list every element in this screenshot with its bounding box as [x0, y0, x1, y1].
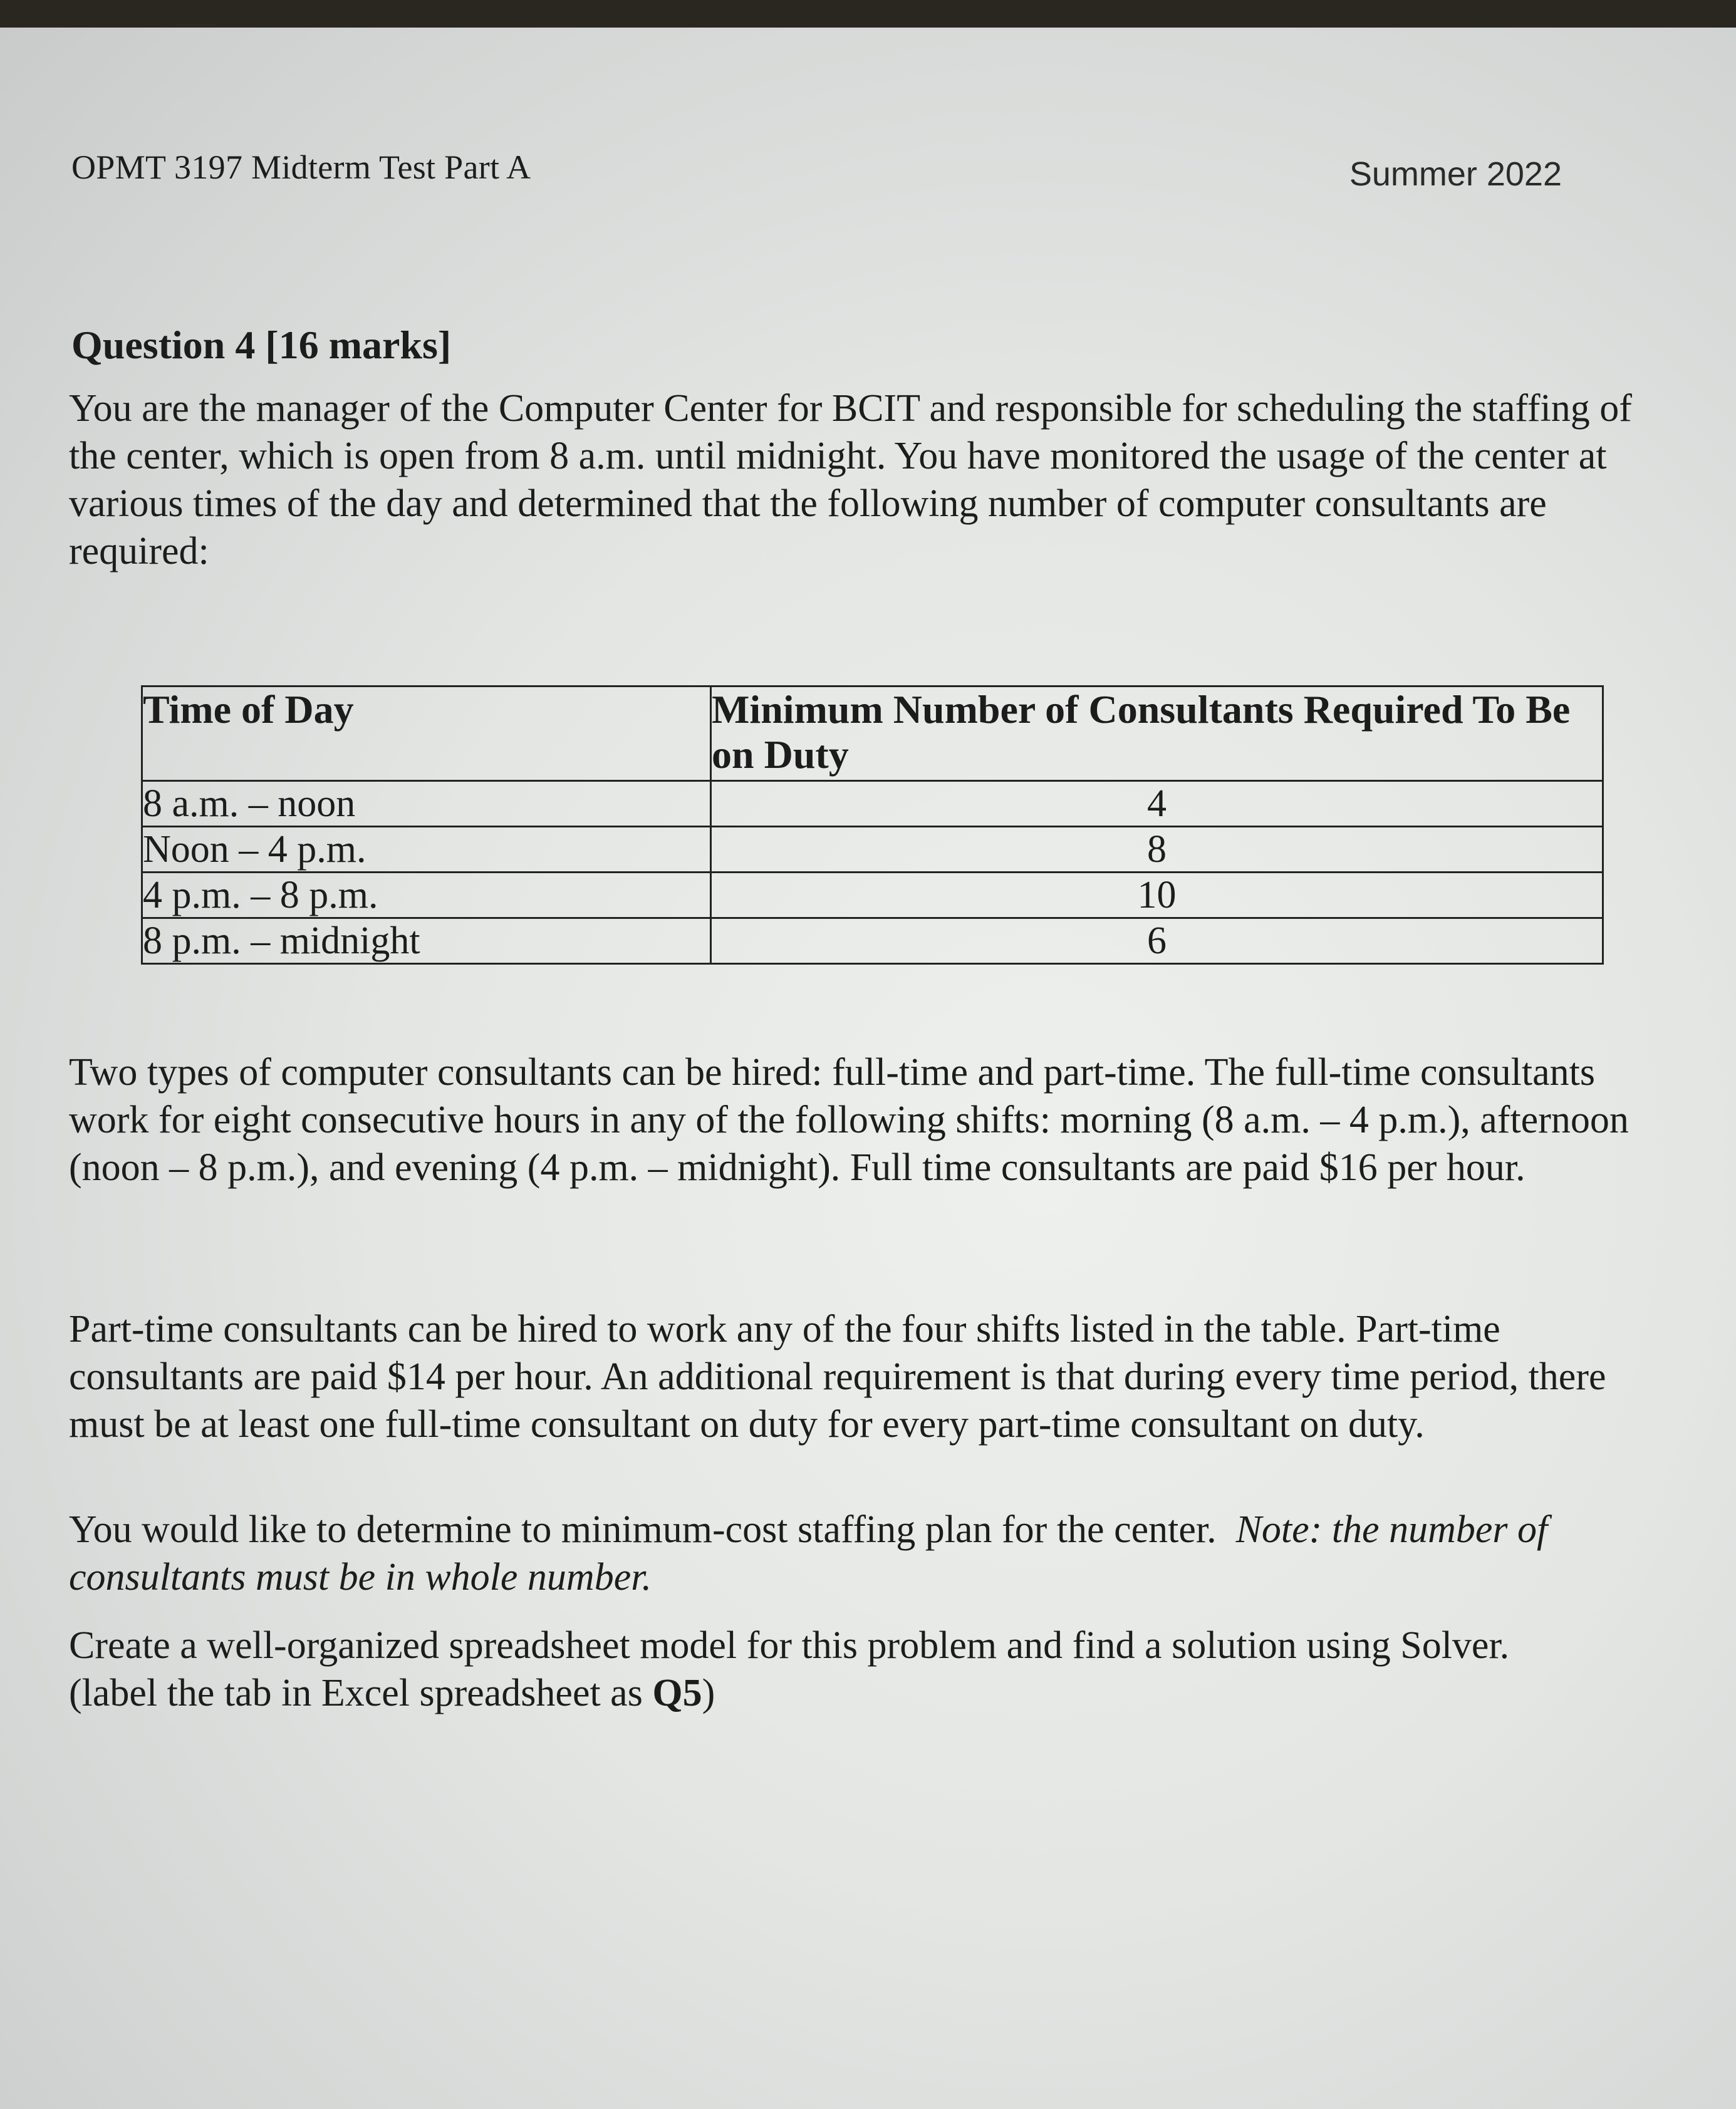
min-cell: 8 [711, 827, 1603, 873]
goal-text: You would like to determine to minimum-cost staffing plan for the center. [69, 1508, 1217, 1551]
term-header: Summer 2022 [1349, 155, 1562, 193]
goal-paragraph [69, 1506, 1673, 1601]
full-time-paragraph: Two types of computer consultants can be hired: full-time and part-time. The full-time consultants work for eight consecutive hours in any of the following shifts: morning (8 a.m. – 4 p.m.), afternoon (noon – 8 p.m.), and evening (4 p.m. – midnight). Full time consultants are paid $16 per hour. [69, 1051, 1629, 1189]
time-of-day-header: Time of Day [142, 687, 711, 781]
table-row [142, 918, 1603, 964]
min-cell: 4 [711, 781, 1603, 827]
tab-label-prefix: (label the tab in Excel spreadsheet as [69, 1672, 653, 1714]
table-header-row [142, 687, 1603, 781]
tab-label-instruction [69, 1669, 1673, 1717]
task-instruction: Create a well-organized spreadsheet model for this problem and find a solution using Solver. [69, 1624, 1510, 1667]
time-cell: 8 p.m. – midnight [142, 918, 711, 964]
task-paragraph [69, 1622, 1673, 1717]
part-time-paragraph: Part-time consultants can be hired to work any of the four shifts listed in the table. Part-time consultants are paid $14 per hour. An additional requirement is that during every time period, there must be at least one full-time consultant on duty for every part-time consultant on duty. [69, 1308, 1606, 1446]
time-cell: Noon – 4 p.m. [142, 827, 711, 873]
table-row [142, 827, 1603, 873]
note-text: Note: the number of consultants must be in whole number. [69, 1508, 1548, 1599]
min-cell: 10 [711, 873, 1603, 918]
time-cell: 8 a.m. – noon [142, 781, 711, 827]
table-row [142, 781, 1603, 827]
intro-paragraph: You are the manager of the Computer Center for BCIT and responsible for scheduling the staffing of the center, which is open from 8 a.m. until midnight. You have monitored the usage of the center at various times of the day and determined that the following number of computer consultants are required: [69, 387, 1632, 573]
min-consultants-header: Minimum Number of Consultants Required To Be on Duty [711, 687, 1603, 781]
tab-name: Q5 [652, 1672, 702, 1714]
time-cell: 4 p.m. – 8 p.m. [142, 873, 711, 918]
question-title: Question 4 [16 marks] [71, 323, 452, 367]
table-row [142, 873, 1603, 918]
min-cell: 6 [711, 918, 1603, 964]
exam-page [0, 28, 1736, 2109]
tab-label-suffix: ) [702, 1672, 715, 1714]
course-header: OPMT 3197 Midterm Test Part A [71, 148, 531, 186]
requirements-table [141, 685, 1604, 965]
